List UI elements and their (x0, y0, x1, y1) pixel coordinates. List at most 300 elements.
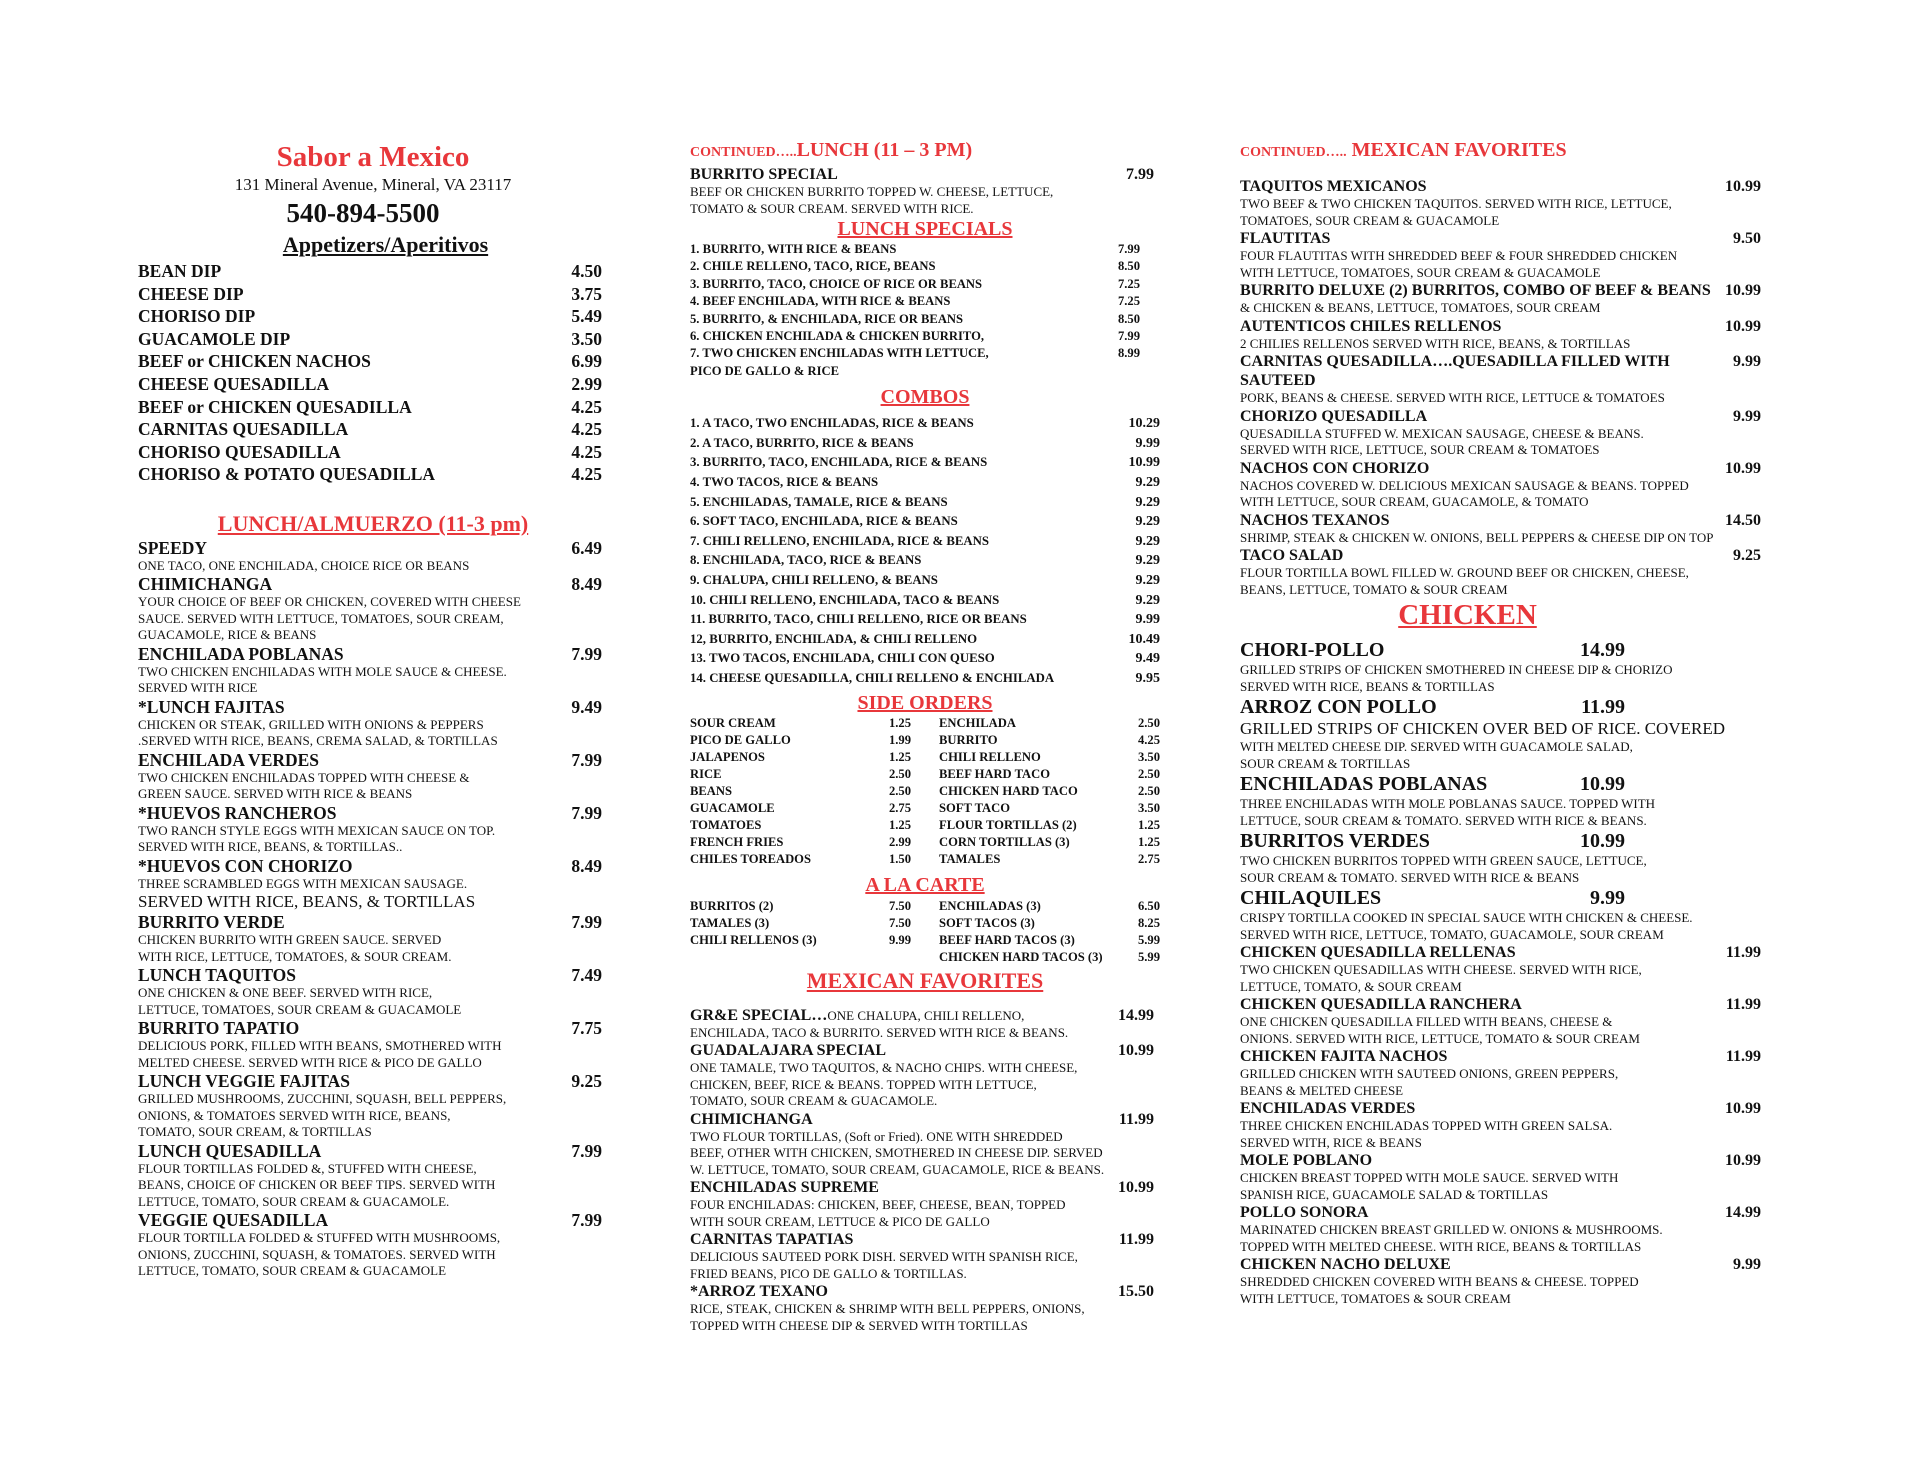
chicken-item-row (1240, 1099, 1785, 1118)
item-name (690, 1041, 886, 1060)
lunch-specials-title: LUNCH SPECIALS (837, 218, 1013, 240)
item-description: QUESADILLA STUFFED W. MEXICAN SAUSAGE, CHEESE & BEANS. (1240, 425, 1644, 441)
item-name: BURRITO (939, 732, 998, 747)
item-price: 8.50 (1117, 259, 1140, 274)
side-order-row (690, 749, 911, 766)
item-price: 1.50 (888, 851, 911, 866)
item-description: TOPPED WITH MELTED CHEESE. WITH RICE, BEANS & TORTILLAS (1240, 1238, 1642, 1254)
item-name-main: CHIMICHANGA (690, 1110, 813, 1128)
a-la-carte-row (939, 915, 1160, 932)
side-orders-title: SIDE ORDERS (857, 691, 993, 714)
item-description: MARINATED CHICKEN BREAST GRILLED W. ONIONS & MUSHROOMS. (1240, 1222, 1663, 1237)
item-price: 10.29 (1128, 416, 1160, 432)
chicken-item-row (1240, 1203, 1785, 1222)
item-name: CARNITAS QUESADILLA….QUESADILLA FILLED WITH SAUTEED (1240, 353, 1670, 389)
item-description: NACHOS COVERED W. DELICIOUS MEXICAN SAUSAGE & BEANS. TOPPED (1240, 477, 1689, 493)
item-name: TAMALES (3) (690, 915, 770, 930)
item-name: PICO DE GALLO & RICE (690, 363, 840, 378)
appetizer-row (138, 328, 608, 351)
item-description: WITH MELTED CHEESE DIP. SERVED WITH GUACAMOLE SALAD, (1240, 739, 1633, 754)
chicken-item-row (1240, 1255, 1785, 1274)
item-price: 7.99 (571, 1140, 602, 1161)
a-la-carte-row (690, 898, 911, 915)
item-description: GRILLED STRIPS OF CHICKEN OVER BED OF RICE. COVERED (1240, 719, 1725, 738)
favorite-row (690, 1041, 1160, 1060)
lunch-item-row (138, 1071, 608, 1091)
chicken-item-row (1240, 638, 1785, 662)
item-description: WITH SOUR CREAM, LETTUCE & PICO DE GALLO (690, 1213, 990, 1229)
item-description: TWO CHICKEN ENCHILADAS WITH MOLE SAUCE & CHEESE. (138, 663, 507, 679)
item-description: SAUCE. SERVED WITH LETTUCE, TOMATOES, SOUR CREAM, (138, 610, 504, 626)
lunch-item-row (138, 644, 608, 664)
item-description: TOMATOES, SOUR CREAM & GUACAMOLE (1240, 212, 1500, 228)
item-description: CRISPY TORTILLA COOKED IN SPECIAL SAUCE WITH CHICKEN & CHEESE. (1240, 910, 1693, 925)
item-name: AUTENTICOS CHILES RELLENOS (1240, 317, 1502, 335)
item-name: CHILI RELLENOS (3) (690, 932, 817, 947)
combo-row (690, 649, 1160, 669)
item-description: TWO CHICKEN ENCHILADAS TOPPED WITH CHEESE & (138, 769, 470, 785)
restaurant-phone: 540-894-5500 (286, 198, 440, 228)
combo-row (690, 512, 1160, 532)
combo-row (690, 532, 1160, 552)
chicken-item-row (1240, 886, 1785, 910)
item-description: GRILLED CHICKEN WITH SAUTEED ONIONS, GREEN PEPPERS, (1240, 1066, 1619, 1081)
a-la-carte-right (939, 898, 1160, 966)
item-name (690, 1006, 1024, 1025)
column-right (1240, 138, 1785, 1307)
appetizer-row (138, 350, 608, 373)
combo-row (690, 630, 1160, 650)
lunch-special-row (690, 258, 1160, 275)
item-description: FRIED BEANS, PICO DE GALLO & TORTILLAS. (690, 1265, 967, 1281)
item-price: 7.99 (571, 643, 602, 664)
item-name: NACHOS CON CHORIZO (1240, 459, 1430, 477)
item-description: WITH LETTUCE, TOMATOES, SOUR CREAM & GUACAMOLE (1240, 264, 1601, 280)
item-description: LETTUCE, TOMATOES, SOUR CREAM & GUACAMOLE (138, 1001, 462, 1017)
appetizer-row (138, 441, 608, 464)
favorite-row (1240, 177, 1785, 196)
item-name: TACO SALAD (1240, 547, 1344, 564)
lunch-special-row (690, 241, 1160, 258)
appetizer-row (138, 373, 608, 396)
item-price: 9.29 (1135, 475, 1160, 491)
item-name: TAQUITOS MEXICANOS (1240, 178, 1427, 195)
item-description: BEANS & MELTED CHEESE (1240, 1082, 1404, 1098)
item-price: 9.29 (1135, 494, 1160, 510)
item-name: 7. CHILI RELLENO, ENCHILADA, RICE & BEANS (690, 533, 990, 548)
combo-row (690, 591, 1160, 611)
item-name: FLAUTITAS (1240, 230, 1331, 247)
item-description: MELTED CHEESE. SERVED WITH RICE & PICO DE GALLO (138, 1054, 482, 1070)
favorite-row (1240, 352, 1785, 390)
item-price: 7.75 (571, 1018, 602, 1039)
item-name: CHILES TOREADOS (690, 851, 811, 866)
lunch-item-row (138, 750, 608, 770)
item-price: 3.50 (571, 328, 602, 349)
item-name: 5. BURRITO, & ENCHILADA, RICE OR BEANS (690, 311, 964, 326)
item-description: 2 CHILIES RELLENOS SERVED WITH RICE, BEANS, & TORTILLAS (1240, 335, 1631, 351)
item-name: 9. CHALUPA, CHILI RELLENO, & BEANS (690, 573, 938, 587)
item-name: SOUR CREAM (690, 715, 776, 730)
item-name: VEGGIE QUESADILLA (138, 1210, 329, 1231)
item-price: 2.99 (888, 834, 911, 849)
item-price: 8.99 (1117, 346, 1140, 361)
item-description: TWO FLOUR TORTILLAS, (Soft or Fried). ONE WITH SHREDDED (690, 1128, 1063, 1144)
combo-row (690, 669, 1160, 689)
item-description: WITH LETTUCE, TOMATOES & SOUR CREAM (1240, 1290, 1511, 1306)
item-price: 9.50 (1733, 230, 1761, 247)
item-price: 11.99 (1118, 1231, 1154, 1249)
appetizer-row (138, 418, 608, 441)
item-price: 3.50 (1137, 800, 1160, 815)
chicken-item-row (1240, 695, 1785, 719)
item-price: 9.29 (1135, 553, 1160, 569)
favorite-row (1240, 546, 1785, 565)
item-name: ENCHILADA (939, 715, 1016, 730)
a-la-carte-left (690, 898, 911, 966)
item-name (690, 1230, 853, 1249)
item-price: 7.25 (1117, 276, 1140, 291)
side-orders-right (939, 715, 1160, 868)
item-name: CHILAQUILES (1240, 887, 1382, 909)
item-name: 8. ENCHILADA, TACO, RICE & BEANS (690, 553, 922, 568)
item-price: 7.49 (571, 965, 602, 986)
side-order-row (690, 800, 911, 817)
item-description: TWO RANCH STYLE EGGS WITH MEXICAN SAUCE ON TOP. (138, 822, 496, 838)
item-name: ENCHILADAS VERDES (1240, 1100, 1416, 1117)
item-name: 4. TWO TACOS, RICE & BEANS (690, 475, 879, 490)
item-price: 10.99 (1128, 455, 1160, 471)
side-order-row (690, 766, 911, 783)
item-price: 1.25 (1137, 834, 1160, 849)
item-price: 8.50 (1117, 311, 1140, 326)
item-name: FRENCH FRIES (690, 834, 784, 849)
item-description: SOUR CREAM & TORTILLAS (1240, 755, 1411, 771)
item-name: *HUEVOS CON CHORIZO (138, 855, 353, 876)
item-name: BEEF HARD TACOS (3) (939, 932, 1075, 947)
item-name: 6. SOFT TACO, ENCHILADA, RICE & BEANS (690, 514, 958, 529)
item-name: BEEF HARD TACO (939, 766, 1051, 781)
a-la-carte-row (690, 932, 911, 949)
lunch-special-row (690, 293, 1160, 310)
combo-row (690, 551, 1160, 571)
item-price: 10.99 (1725, 178, 1761, 195)
item-name: RICE (690, 766, 722, 781)
chicken-item-row (1240, 829, 1785, 853)
item-price: 9.25 (571, 1071, 602, 1092)
item-name: CHORISO DIP (138, 306, 256, 327)
item-name (690, 1178, 879, 1197)
appetizer-row (138, 260, 608, 283)
item-name: CARNITAS QUESADILLA (138, 419, 349, 440)
item-description: DELICIOUS PORK, FILLED WITH BEANS, SMOTHERED WITH (138, 1038, 502, 1054)
item-name: TAMALES (939, 851, 1001, 866)
lunch-special-row (690, 328, 1160, 345)
item-price: 2.50 (888, 783, 911, 798)
item-price: 1.25 (1137, 817, 1160, 832)
lunch-title: LUNCH/ALMUERZO (11-3 pm) (217, 510, 529, 536)
item-description: ONE CHICKEN QUESADILLA FILLED WITH BEANS, CHEESE & (1240, 1014, 1613, 1029)
item-name: CHICKEN FAJITA NACHOS (1240, 1048, 1448, 1065)
item-name: SPEEDY (138, 537, 208, 558)
item-price: 10.99 (1725, 1100, 1761, 1117)
chicken-list (1240, 638, 1785, 1307)
side-order-row (690, 732, 911, 749)
favorite-row (690, 1110, 1160, 1129)
item-name: 3. BURRITO, TACO, CHOICE OF RICE OR BEANS (690, 276, 983, 291)
item-name: FLOUR TORTILLAS (2) (939, 817, 1077, 832)
item-price: 1.25 (888, 749, 911, 764)
item-name: CHORISO & POTATO QUESADILLA (138, 464, 436, 485)
item-price: 5.99 (1137, 932, 1160, 947)
item-description: GRILLED STRIPS OF CHICKEN SMOTHERED IN CHEESE DIP & CHORIZO (1240, 662, 1673, 677)
side-orders-left (690, 715, 911, 868)
combo-row (690, 493, 1160, 513)
item-description: SPANISH RICE, GUACAMOLE SALAD & TORTILLAS (1240, 1186, 1549, 1202)
item-price: 9.99 (1733, 1256, 1761, 1273)
item-name: BEEF or CHICKEN QUESADILLA (138, 396, 412, 417)
favorites-continued-title: CONTINUED….. MEXICAN FAVORITES (1240, 139, 1567, 161)
item-price: 7.99 (1117, 329, 1140, 344)
side-order-row (939, 834, 1160, 851)
item-name: CHICKEN HARD TACOS (3) (939, 949, 1103, 964)
item-price: 8.49 (571, 574, 602, 595)
item-description: BEEF OR CHICKEN BURRITO TOPPED W. CHEESE, LETTUCE, (690, 184, 1054, 199)
item-price: 7.99 (571, 1210, 602, 1231)
lunch-item-row (138, 538, 608, 558)
side-order-row (939, 851, 1160, 868)
item-name: 12, BURRITO, ENCHILADA, & CHILI RELLENO (690, 631, 978, 646)
favorite-row (690, 1178, 1160, 1197)
item-price: 4.25 (571, 396, 602, 417)
item-description: ENCHILADA, TACO & BURRITO. SERVED WITH RICE & BEANS. (690, 1024, 1069, 1040)
item-price: 10.99 (1580, 830, 1625, 852)
restaurant-name: Sabor a Mexico (276, 141, 470, 173)
restaurant-address: 131 Mineral Avenue, Mineral, VA 23117 (234, 175, 512, 194)
appetizer-row (138, 305, 608, 328)
item-name: BURRITO TAPATIO (138, 1018, 300, 1039)
chicken-item-row (1240, 943, 1785, 962)
item-price: 9.49 (1135, 651, 1160, 667)
item-description: .SERVED WITH RICE, BEANS, CREMA SALAD, & TORTILLAS (138, 733, 498, 749)
burrito-special-desc (690, 184, 1160, 217)
item-price: 8.25 (1137, 915, 1160, 930)
item-name-main: CARNITAS TAPATIAS (690, 1231, 854, 1249)
item-name: BURRITOS VERDES (1240, 830, 1430, 852)
a-la-carte-row (690, 915, 911, 932)
item-price: 2.50 (1137, 783, 1160, 798)
item-description: SERVED WITH, RICE & BEANS (1240, 1134, 1422, 1150)
item-name: TOMATOES (690, 817, 762, 832)
item-price: 10.99 (1725, 1152, 1761, 1169)
item-description: WITH RICE, LETTUCE, TOMATOES, & SOUR CREAM. (138, 948, 452, 964)
lunch-item-row (138, 1210, 608, 1230)
item-price: 5.49 (571, 306, 602, 327)
item-description: TOMATO & SOUR CREAM. SERVED WITH RICE. (690, 200, 974, 216)
favorites-continued-list (1240, 177, 1785, 598)
column-left (138, 138, 608, 1280)
item-price: 10.99 (1725, 282, 1761, 299)
item-price: 10.99 (1118, 1042, 1154, 1060)
item-price: 2.99 (571, 373, 602, 394)
combo-row (690, 610, 1160, 630)
item-name: 10. CHILI RELLENO, ENCHILADA, TACO & BEANS (690, 592, 1000, 607)
item-description: CHICKEN BREAST TOPPED WITH MOLE SAUCE. SERVED WITH (1240, 1170, 1619, 1185)
lunch-specials-list (690, 241, 1160, 380)
item-price: 10.49 (1128, 631, 1160, 647)
item-name (690, 1110, 813, 1129)
appetizers-title: Appetizers/Aperitivos (282, 232, 489, 257)
item-description: TWO BEEF & TWO CHICKEN TAQUITOS. SERVED WITH RICE, LETTUCE, (1240, 196, 1672, 211)
item-description: TOMATO, SOUR CREAM, & TORTILLAS (138, 1124, 372, 1140)
chicken-item-row (1240, 995, 1785, 1014)
lunch-item-row (138, 574, 608, 594)
item-name: CHORISO QUESADILLA (138, 441, 341, 462)
item-description: RICE, STEAK, CHICKEN & SHRIMP WITH BELL PEPPERS, ONIONS, (690, 1301, 1085, 1317)
combo-row (690, 434, 1160, 454)
item-description: CHICKEN OR STEAK, GRILLED WITH ONIONS & PEPPERS (138, 716, 484, 732)
item-description: & CHICKEN & BEANS, LETTUCE, TOMATOES, SOUR CREAM (1240, 300, 1601, 315)
item-description: LETTUCE, TOMATO, SOUR CREAM & GUACAMOLE (138, 1263, 447, 1279)
side-order-row (690, 834, 911, 851)
item-name: LUNCH VEGGIE FAJITAS (138, 1071, 350, 1092)
item-name: NACHOS TEXANOS (1240, 511, 1390, 529)
item-description: SERVED WITH RICE, BEANS & TORTILLAS (1240, 678, 1495, 694)
item-name: BURRITOS (2) (690, 898, 774, 913)
item-description: GRILLED MUSHROOMS, ZUCCHINI, SQUASH, BELL PEPPERS, (138, 1091, 507, 1107)
item-description: CHICKEN, BEEF, RICE & BEANS. TOPPED WITH LETTUCE, (690, 1076, 1037, 1092)
favorite-row (1240, 459, 1785, 478)
chicken-item-row (1240, 772, 1785, 796)
item-name: BEEF or CHICKEN NACHOS (138, 351, 371, 372)
item-name-main: GUADALAJARA SPECIAL (690, 1042, 887, 1060)
item-name: 5. ENCHILADAS, TAMALE, RICE & BEANS (690, 494, 948, 509)
item-description: TOMATO, SOUR CREAM & GUACAMOLE. (690, 1093, 938, 1109)
favorite-row (690, 1006, 1160, 1025)
lunch-special-row (690, 363, 1160, 380)
item-price: 2.50 (888, 766, 911, 781)
item-description: TOPPED WITH CHEESE DIP & SERVED WITH TORTILLAS (690, 1317, 1028, 1333)
item-price: 4.25 (571, 464, 602, 485)
item-name: CHICKEN QUESADILLA RANCHERA (1240, 996, 1522, 1013)
side-orders (690, 715, 1160, 868)
item-name: CHORI-POLLO (1240, 639, 1385, 661)
item-description: SOUR CREAM & TOMATO. SERVED WITH RICE & BEANS (1240, 869, 1580, 885)
item-price: 8.49 (571, 855, 602, 876)
lunch-special-row (690, 345, 1160, 362)
item-name: BEANS (690, 783, 732, 798)
combo-row (690, 414, 1160, 434)
chicken-item-row (1240, 1151, 1785, 1170)
side-order-row (939, 715, 1160, 732)
item-price: 11.99 (1118, 1110, 1154, 1128)
item-price: 4.25 (571, 441, 602, 462)
item-price: 6.49 (571, 537, 602, 558)
item-name: PICO DE GALLO (690, 732, 791, 747)
lunch-item-row (138, 803, 608, 823)
mexican-favorites-list (690, 1006, 1160, 1335)
item-name: *HUEVOS RANCHEROS (138, 802, 337, 823)
item-name: POLLO SONORA (1240, 1204, 1369, 1221)
item-name: 2. CHILE RELLENO, TACO, RICE, BEANS (690, 259, 936, 274)
item-name: JALAPENOS (690, 749, 765, 764)
item-description: SHREDDED CHICKEN COVERED WITH BEANS & CHEESE. TOPPED (1240, 1274, 1639, 1289)
combo-row (690, 571, 1160, 591)
item-name: CHORIZO QUESADILLA (1240, 407, 1428, 425)
a-la-carte-row (939, 932, 1160, 949)
item-price: 7.99 (571, 912, 602, 933)
item-name: CHEESE DIP (138, 283, 244, 304)
item-price: 9.25 (1733, 547, 1761, 564)
item-description: BEANS, CHOICE OF CHICKEN OR BEEF TIPS. SERVED WITH (138, 1177, 496, 1193)
item-name: CHICKEN QUESADILLA RELLENAS (1240, 944, 1516, 961)
item-name: 2. A TACO, BURRITO, RICE & BEANS (690, 435, 914, 450)
a-la-carte-title: A LA CARTE (865, 873, 985, 896)
item-price: 14.99 (1118, 1006, 1154, 1024)
item-price: 10.99 (1725, 317, 1761, 335)
item-name: 4. BEEF ENCHILADA, WITH RICE & BEANS (690, 294, 951, 309)
item-description: ONE CHICKEN & ONE BEEF. SERVED WITH RICE, (138, 985, 433, 1001)
item-name-main: ENCHILADAS SUPREME (690, 1179, 879, 1197)
item-price: 7.50 (888, 898, 911, 913)
item-price: 10.99 (1118, 1179, 1154, 1197)
favorite-row (690, 1230, 1160, 1249)
side-order-row (939, 800, 1160, 817)
lunch-item-row (138, 1018, 608, 1038)
side-order-row (939, 766, 1160, 783)
item-price: 9.29 (1135, 592, 1160, 608)
item-price: 5.99 (1137, 949, 1160, 964)
item-name: 6. CHICKEN ENCHILADA & CHICKEN BURRITO, (690, 329, 985, 344)
lunch-special-row (690, 276, 1160, 293)
item-name: ARROZ CON POLLO (1240, 696, 1437, 718)
appetizer-row (138, 396, 608, 419)
item-name: BEAN DIP (138, 261, 222, 281)
item-description: BEANS, LETTUCE, TOMATO & SOUR CREAM (1240, 581, 1508, 597)
item-description: BEEF, OTHER WITH CHICKEN, SMOTHERED IN CHEESE DIP. SERVED (690, 1145, 1103, 1161)
item-price: 14.99 (1580, 639, 1625, 661)
item-price: 4.25 (1137, 732, 1160, 747)
item-price: 9.95 (1135, 670, 1160, 686)
favorite-row (1240, 407, 1785, 426)
item-name: ENCHILADA POBLANAS (138, 643, 344, 664)
item-description: SHRIMP, STEAK & CHICKEN W. ONIONS, BELL PEPPERS & CHEESE DIP ON TOP (1240, 529, 1714, 545)
side-order-row (939, 817, 1160, 834)
item-name: CHIMICHANGA (138, 574, 273, 595)
item-name: ENCHILADA VERDES (138, 749, 320, 770)
item-price: 9.99 (1590, 887, 1625, 909)
item-name: 3. BURRITO, TACO, ENCHILADA, RICE & BEANS (690, 455, 988, 470)
item-description: ONE TAMALE, TWO TAQUITOS, & NACHO CHIPS. WITH CHEESE, (690, 1060, 1078, 1076)
lunch-special-row (690, 311, 1160, 328)
side-order-row (939, 732, 1160, 749)
item-description: LETTUCE, TOMATO, SOUR CREAM & GUACAMOLE. (138, 1193, 450, 1209)
lunch-item-row (138, 856, 608, 876)
item-description: ONIONS, & TOMATOES SERVED WITH RICE, BEANS, (138, 1107, 451, 1123)
item-description: YOUR CHOICE OF BEEF OR CHICKEN, COVERED WITH CHEESE (138, 594, 521, 610)
favorite-row (1240, 511, 1785, 530)
item-price: 7.50 (888, 915, 911, 930)
side-order-row (690, 715, 911, 732)
combos-list (690, 414, 1160, 688)
item-name: 1. BURRITO, WITH RICE & BEANS (690, 242, 897, 256)
item-description: CHICKEN BURRITO WITH GREEN SAUCE. SERVED (138, 932, 442, 948)
item-name: CHICKEN NACHO DELUXE (1240, 1256, 1451, 1273)
item-price: 10.99 (1725, 459, 1761, 477)
chicken-title: CHICKEN (1398, 599, 1537, 631)
item-name: CHEESE QUESADILLA (138, 373, 330, 394)
item-price: 1.25 (888, 715, 911, 730)
